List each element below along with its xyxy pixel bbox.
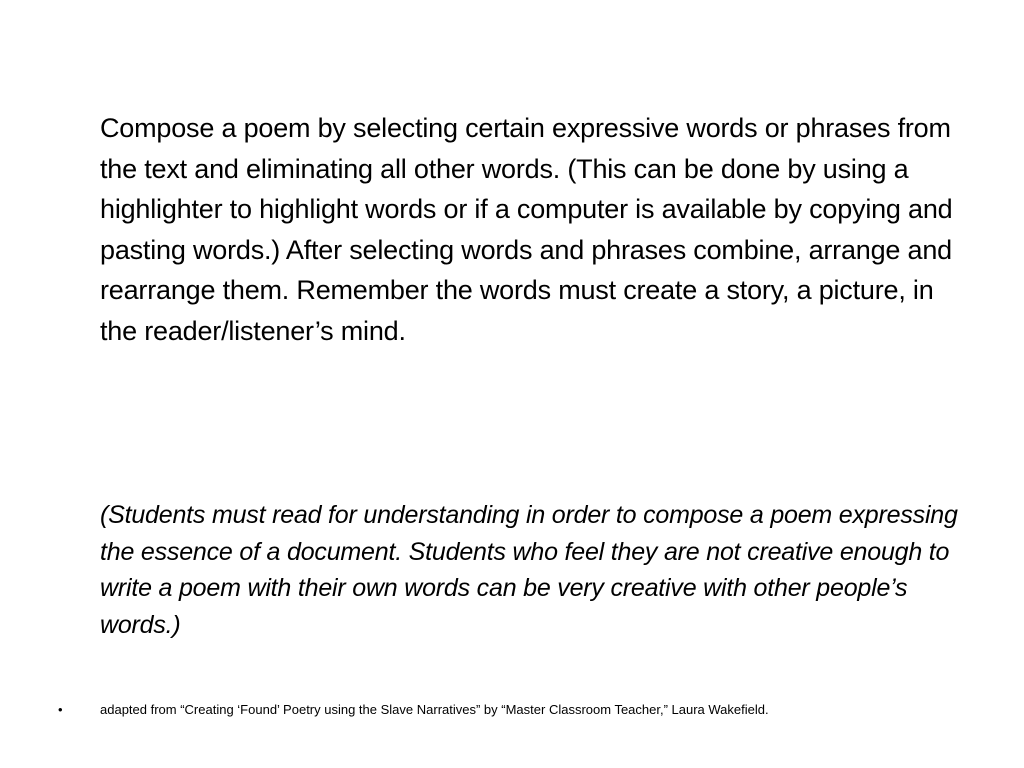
attribution-text: adapted from “Creating ‘Found’ Poetry using the Slave Narratives” by “Master Classroom Teacher,” Laura Wakefield. — [100, 702, 769, 717]
bullet-icon: • — [58, 702, 63, 717]
note-paragraph: (Students must read for understanding in order to compose a poem expressing the essence of a document. Students who feel they are not creative enough to write a poem with their own words can be very creative with other people’s words.) — [100, 501, 958, 639]
main-paragraph: Compose a poem by selecting certain expressive words or phrases from the text and eliminating all other words. (This can be done by using a highlighter to highlight words or if a computer is available by copying and pasting words.) After selecting words and phrases combine, arrange and rearrange them. Remember the words must create a story, a picture, in the reader/listener’s mind. — [100, 113, 953, 346]
attribution-line — [58, 700, 998, 720]
